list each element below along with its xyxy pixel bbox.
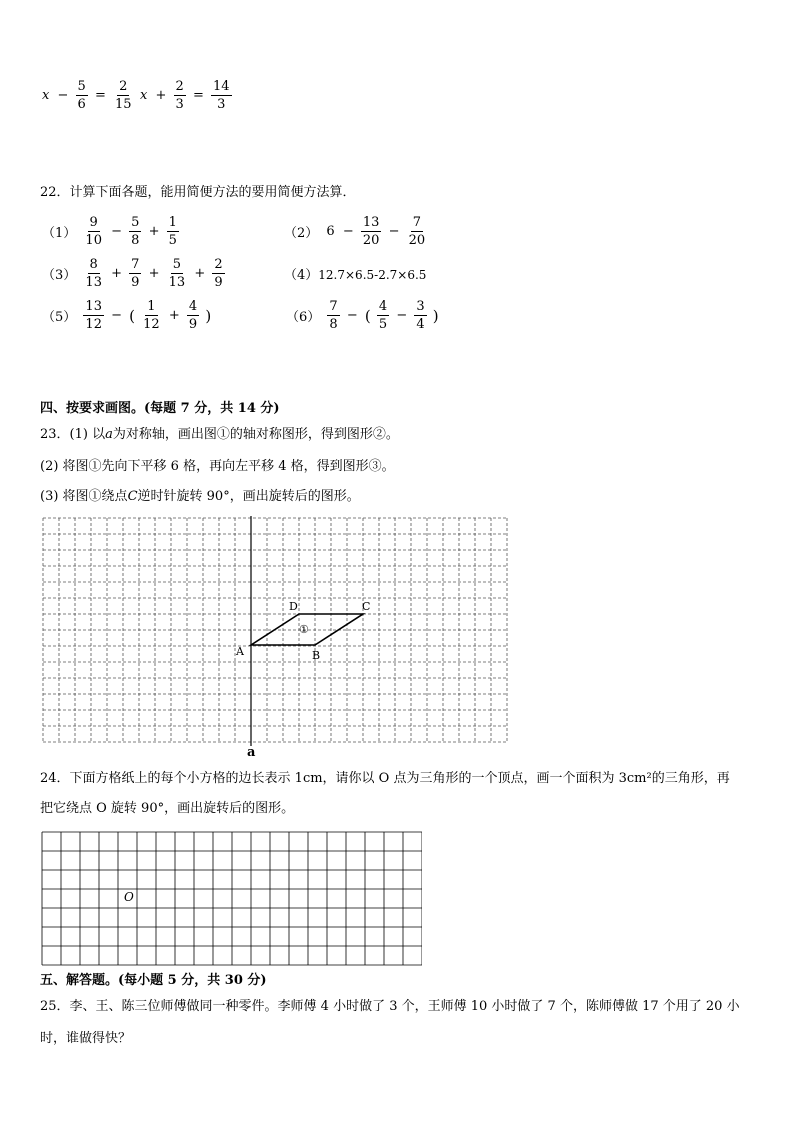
den: 13: [85, 275, 102, 290]
fraction: [187, 298, 199, 333]
den: 5: [168, 233, 177, 248]
q22-item-1-label: （1）: [42, 226, 77, 241]
operator: +: [194, 266, 206, 281]
eq2-f1-num: 2: [175, 79, 184, 94]
num: 9: [89, 215, 98, 230]
den: 9: [214, 275, 223, 290]
den: 12: [85, 317, 102, 332]
q22-item-1: [40, 214, 180, 249]
num: 7: [131, 257, 140, 272]
fraction: [212, 256, 224, 291]
num: 13: [85, 299, 102, 314]
eq1-equals: =: [94, 88, 106, 103]
operator: −: [346, 308, 358, 323]
section5-title: 五、解答题。(每小题 5 分，共 30 分): [40, 973, 267, 988]
operator: +: [168, 308, 180, 323]
den: 20: [362, 233, 380, 248]
point-o-label: O: [124, 890, 134, 904]
q22-item-5: [40, 298, 212, 333]
den: 8: [329, 317, 338, 332]
eq2-f2-num: 14: [213, 79, 230, 94]
num: 7: [329, 299, 338, 314]
num: 8: [89, 257, 98, 272]
q22-item-4-label: （4）: [284, 268, 319, 283]
eq1-f2-num: 2: [119, 79, 128, 94]
den: 8: [131, 233, 140, 248]
label-d-vertex: D: [289, 600, 298, 613]
q22-item-4: [284, 264, 426, 283]
fraction: [141, 298, 162, 333]
operator: +: [111, 266, 123, 281]
grid-2: [40, 830, 422, 966]
grid-1: [40, 514, 510, 758]
num: 7: [412, 215, 422, 230]
num: 1: [168, 215, 177, 230]
q22-item-6: [284, 298, 440, 333]
equation-2: [138, 78, 233, 113]
den: 12: [143, 317, 160, 332]
den: 20: [408, 233, 426, 248]
den: 9: [188, 317, 198, 332]
q23-line1-b: 为对称轴，画出图①的轴对称图形，得到图形②。: [112, 427, 399, 442]
q22-item-3-label: （3）: [42, 268, 77, 283]
den: 9: [131, 275, 140, 290]
operator: +: [148, 266, 160, 281]
eq1-f1-num: 5: [77, 79, 86, 94]
q25-line2: 时，谁做得快？: [40, 1031, 132, 1046]
figure-1-label: ①: [299, 623, 309, 636]
eq1-f1-den: 6: [77, 97, 86, 112]
q24-line2: 把它绕点 O 旋转 90°，画出旋转后的图形。: [40, 801, 295, 816]
num: 3: [416, 299, 425, 314]
q23-var-a: a: [105, 427, 113, 442]
q22-item-2-label: （2）: [284, 226, 319, 241]
fraction: [407, 214, 428, 249]
q23-line1: [40, 426, 399, 444]
grid-2-lines: [42, 832, 422, 965]
num: 1: [147, 299, 156, 314]
paren-close: ): [205, 306, 212, 325]
eq2-var: x: [140, 88, 148, 103]
num: 2: [214, 257, 223, 272]
fraction: [167, 214, 179, 249]
q25-line1: 25．李、王、陈三位师傅做同一种零件。李师傅 4 小时做了 3 个，王师傅 10 小时做了 7 个，陈师傅做 17 个用了 20 小: [40, 999, 740, 1014]
equation-1: [40, 78, 135, 113]
paren-open: (: [129, 306, 136, 325]
q24-line1: 24．下面方格纸上的每个小方格的边长表示 1cm，请你以 O 点为三角形的一个顶点，画一个面积为 3cm²的三角形，再: [40, 771, 730, 786]
q22-item-5-label: （5）: [42, 310, 77, 325]
q23-line1-a: 23．(1) 以: [40, 427, 106, 442]
q22-item-4-expr: 12.7×6.5-2.7×6.5: [318, 268, 427, 282]
paren-open: (: [364, 306, 371, 325]
q22-item-6-label: （6）: [286, 310, 321, 325]
fraction: [83, 298, 104, 333]
num: 5: [172, 257, 182, 272]
q22-item-3: [40, 256, 226, 291]
operator: −: [111, 308, 123, 323]
q23-line3: [40, 488, 360, 506]
num: 4: [378, 299, 388, 314]
eq2-equals: =: [192, 88, 204, 103]
den: 5: [378, 317, 388, 332]
num: 5: [131, 215, 140, 230]
q23-var-c: C: [127, 489, 138, 504]
label-a-vertex: A: [236, 645, 244, 658]
section4-title: 四、按要求画图。(每题 7 分，共 14 分): [40, 401, 280, 416]
q23-line2: (2) 将图①先向下平移 6 格，再向左平移 4 格，得到图形③。: [40, 459, 395, 474]
fraction: [377, 298, 389, 333]
den: 13: [168, 275, 186, 290]
paren-close: ): [432, 306, 439, 325]
operator: −: [111, 224, 123, 239]
operator: −: [396, 308, 408, 323]
den: 4: [416, 317, 425, 332]
eq1-fraction-1: [76, 78, 88, 113]
eq1-minus: −: [57, 88, 69, 103]
eq1-f2-den: 15: [115, 97, 132, 112]
q23-line3-a: (3) 将图①绕点: [40, 489, 128, 504]
operator: −: [388, 224, 400, 239]
operator: −: [342, 224, 354, 239]
eq1-var: x: [42, 88, 50, 103]
eq2-f2-den: 3: [217, 97, 226, 112]
fraction: [327, 298, 339, 333]
label-c-vertex: C: [362, 600, 371, 613]
num: 13: [362, 215, 380, 230]
fraction: [83, 214, 104, 249]
q22-title: 22．计算下面各题，能用简便方法的要用简便方法算．: [40, 185, 356, 200]
fraction: [83, 256, 104, 291]
fraction: [167, 256, 188, 291]
eq2-plus: +: [155, 88, 167, 103]
q22-item-2: [282, 214, 428, 249]
axis-a-label: a: [247, 745, 256, 758]
eq2-fraction-2: [211, 78, 232, 113]
eq1-fraction-2: [113, 78, 134, 113]
fraction: [361, 214, 382, 249]
fraction: [129, 214, 141, 249]
eq2-f1-den: 3: [175, 97, 184, 112]
operator: +: [148, 224, 160, 239]
num: 4: [188, 299, 198, 314]
eq2-fraction-1: [174, 78, 186, 113]
den: 10: [85, 233, 102, 248]
lead-number: 6: [326, 224, 335, 239]
q23-line3-b: 逆时针旋转 90°，画出旋转后的图形。: [137, 489, 360, 504]
label-b-vertex: B: [312, 649, 321, 662]
fraction: [129, 256, 141, 291]
fraction: [414, 298, 426, 333]
